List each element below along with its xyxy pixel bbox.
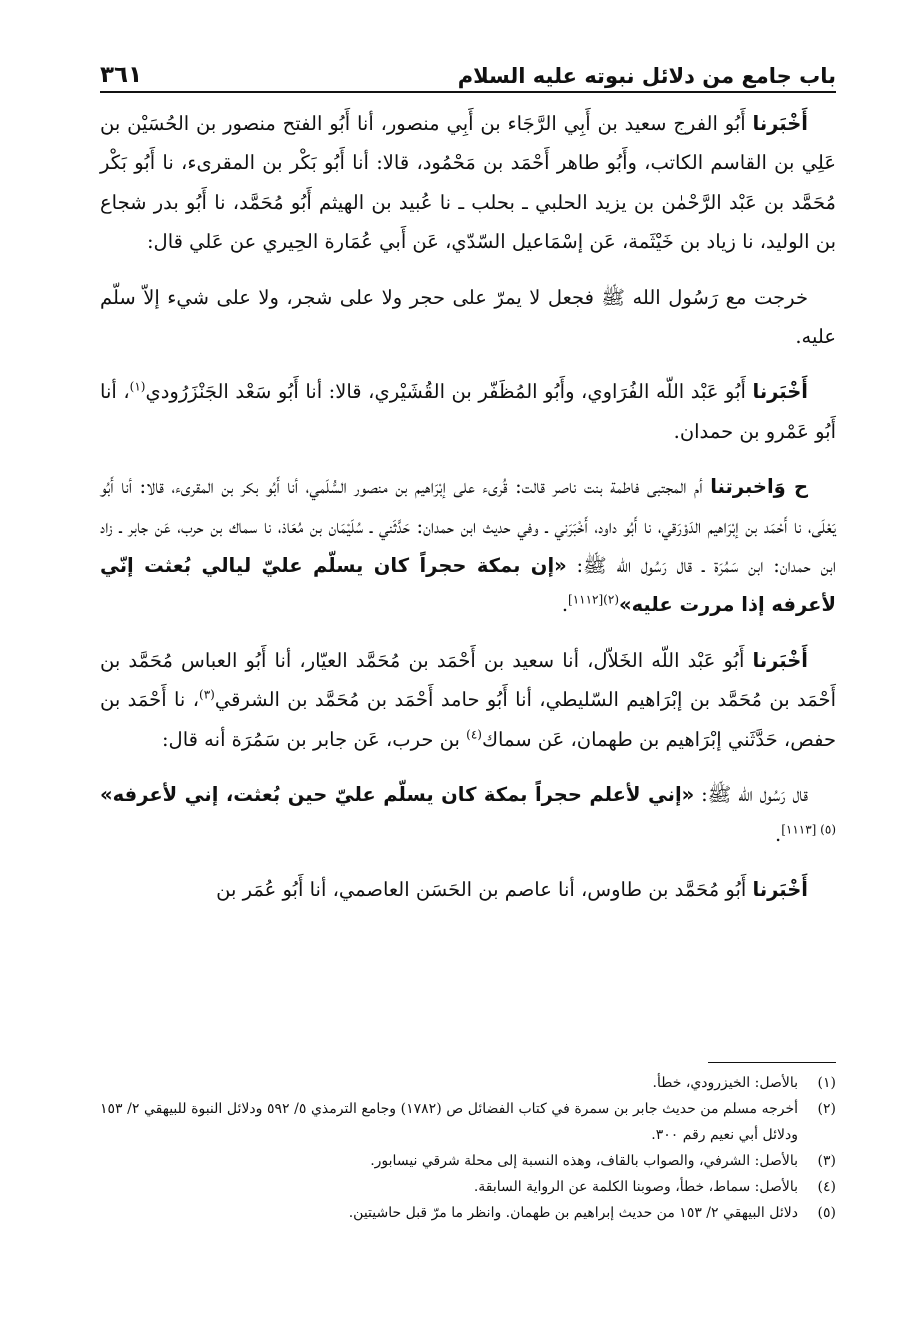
paragraph-text: أم المجتبى فاطمة بنت ناصر قالت: قُرىء على إبْرَاهيم بن منصور السُّلَمي، أنا أَبُو بكر بن المقرىء، قالا: أنا أَبُو يَعْلَى، نا أَحْمَد بن إبْرَاهيم الدَوْرَقي، نا أَبُو داود، أَخْبَرَني ـ وفي حديث ابن حمدان: حَدَّثَني ـ سُلَيْمَان بن مُعَاذ، نا سماك بن حرب، عَن جابر ـ زاد ابن حمدان: ابن سَمُرَة ـ قال رَسُول الله ﷺ: <box>100 475 836 578</box>
footnote <box>100 1070 836 1096</box>
hadith-text: «إن بمكة حجراً كان يسلّم عليّ ليالي بُعثت إنّي لأعرفه إذا مررت عليه» <box>100 554 836 617</box>
footnote <box>100 1200 836 1226</box>
footnote-number: (٤) <box>817 1179 836 1195</box>
isnad-keyword: أَخْبَرنا <box>752 380 808 404</box>
footnote <box>100 1174 836 1200</box>
footnote-number: (١) <box>817 1075 836 1091</box>
paragraph <box>100 641 836 759</box>
footnote <box>100 1096 836 1148</box>
paragraph-text: ، أنا أَبُو عَمْرو بن حمدان. <box>100 380 836 443</box>
hadith-text: «إني لأعلم حجراً بمكة كان يسلّم عليّ حين بُعثت، إني لأعرفه» <box>100 783 695 807</box>
footnotes <box>100 1070 836 1226</box>
main-text <box>100 104 836 925</box>
footnote-number: (٥) <box>817 1205 836 1221</box>
isnad-keyword: أَخْبَرنا <box>752 112 808 135</box>
isnad-keyword: أَخْبَرنا <box>752 648 808 672</box>
paragraph <box>100 372 836 451</box>
isnad-keyword: ح وَاخبرتنا <box>710 475 808 499</box>
paragraph-text: بن حرب، عَن جابر بن سَمُرَة أنه قال: <box>161 727 467 751</box>
footnote-text: بالأصل: سماط، خطأ، وصوبنا الكلمة عن الرواية السابقة. <box>473 1179 798 1195</box>
paragraph-text: خرجت مع رَسُول الله ﷺ فجعل لا يمرّ على حجر ولا على شجر، ولا على شيء إلاّ سلّم عليه. <box>100 285 836 349</box>
footnote-text: بالأصل: الخيزرودي، خطأ. <box>652 1075 798 1091</box>
footnote <box>100 1148 836 1174</box>
paragraph <box>100 278 836 357</box>
paragraph-text: قال رَسُول الله ﷺ: <box>694 783 808 807</box>
footnote-number: (٣) <box>817 1153 836 1169</box>
header-divider <box>100 91 836 93</box>
footnote-text: أخرجه مسلم من حديث جابر بن سمرة في كتاب الفضائل ص (١٧٨٢) وجامع الترمذي ٥/ ٥٩٢ ودلائل النبوة للبيهقي ٢/ ١٥٣ ودلائل أبي نعيم رقم ٣٠٠. <box>100 1101 799 1143</box>
paragraph-text: أَبُو عَبْد اللّه الخَلاّل، أنا سعيد بن أَحْمَد بن مُحَمَّد العيّار، أنا أَبُو العباس مُحَمَّد بن أَحْمَد بن مُحَمَّد بن إبْرَاهيم السّليطي، أنا أَبُو حامد أَحْمَد بن مُحَمَّد بن الشرقي <box>100 648 836 712</box>
chapter-title: باب جامع من دلائل نبوته عليه السلام <box>457 64 836 88</box>
footnote-ref: (٢)[١١١٢] <box>568 592 619 607</box>
page-number: ٣٦١ <box>100 62 143 88</box>
paragraph-text: ، نا أَحْمَد بن حفص، حَدَّثَني إبْرَاهيم بن طهمان، عَن سماك <box>100 688 836 751</box>
paragraph <box>100 104 836 262</box>
paragraph-text: أَبُو عَبْد اللّه الفُرَاوي، وأَبُو المُظَفّر بن القُشَيْري، قالا: أنا أَبُو سَعْد الجَنْزَرُودي <box>145 380 753 404</box>
footnote-ref: (٤) <box>466 727 482 742</box>
footnote-number: (٢) <box>817 1101 836 1117</box>
footnote-ref: (١) <box>129 379 146 394</box>
running-header <box>100 52 836 88</box>
footnote-text: بالأصل: الشرفي، والصواب بالقاف، وهذه النسبة إلى محلة شرقي نيسابور. <box>370 1153 798 1169</box>
paragraph-text: أَبُو مُحَمَّد بن طاوس، أنا عاصم بن الحَسَن العاصمي، أنا أَبُو عُمَر بن <box>216 877 753 901</box>
paragraph-text: . <box>775 822 782 846</box>
paragraph <box>100 775 836 854</box>
paragraph-text: . <box>561 593 569 617</box>
paragraph-text: أَبُو الفرج سعيد بن أَبِي الرَّجَاء بن أَبِي منصور، أنا أَبُو الفتح منصور بن الحُسَيْن بن عَلِي بن القاسم الكاتب، وأَبُو طاهر أَحْمَد بن مَحْمُود، قالا: أنا أَبُو بَكْر بن المقرىء، نا أَبُو بَكْر مُحَمَّد بن عَبْد الرَّحْمٰن بن يزيد الحلبي ـ بحلب ـ نا عُبيد بن الهيثم أَبُو مُحَمَّد، نا أَبُو بدر شجاع بن الوليد، نا زياد بن خَيْثَمة، عَن إسْمَاعيل السّدّي، عَن أَبي عُمَارة الحِيري عن عَلي قال: <box>100 112 836 254</box>
paragraph <box>100 870 836 909</box>
footnote-ref: (٣) <box>199 687 215 702</box>
paragraph <box>100 467 836 625</box>
isnad-keyword: أَخْبَرنا <box>752 877 808 901</box>
footnote-divider <box>708 1062 836 1063</box>
footnote-text: دلائل البيهقي ٢/ ١٥٣ من حديث إبراهيم بن طهمان. وانظر ما مرّ قبل حاشيتين. <box>348 1205 798 1221</box>
footnote-ref: (٥) [١١١٣] <box>781 822 836 836</box>
